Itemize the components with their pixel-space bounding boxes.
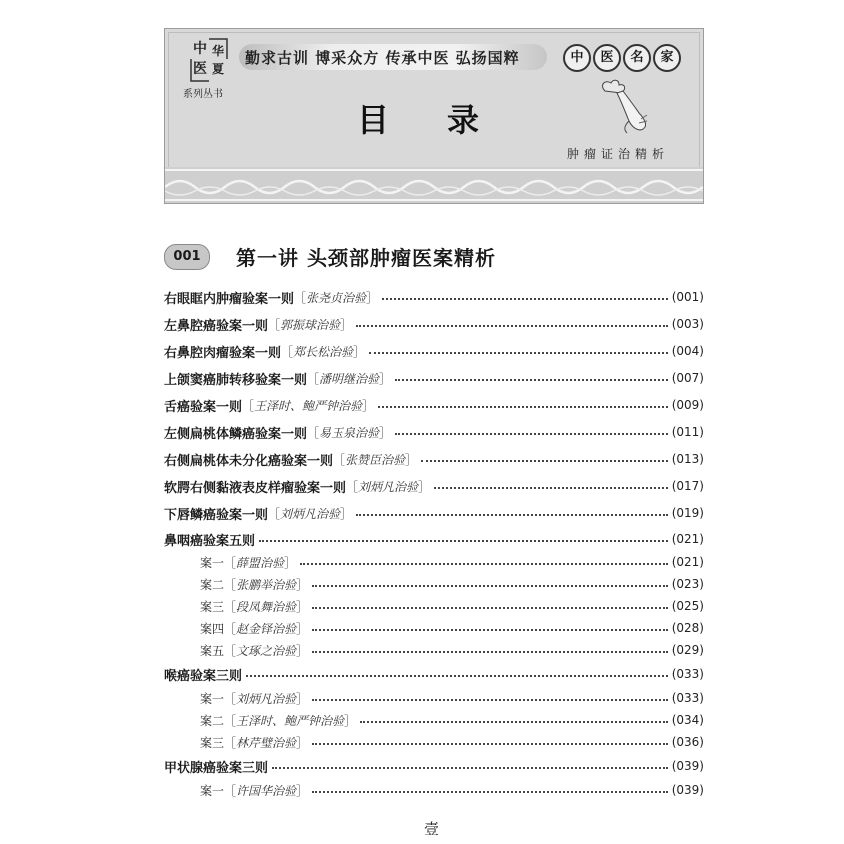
entry-author: ［ 张鹏举治验 ］	[224, 576, 308, 593]
entry-page: (039)	[671, 783, 704, 797]
dot-leader	[356, 325, 668, 327]
dot-leader	[369, 352, 668, 354]
cloud-pattern-icon	[165, 167, 703, 203]
toc-entry[interactable]	[164, 755, 704, 777]
entry-page: (017)	[671, 479, 704, 493]
dot-leader	[356, 514, 668, 516]
toc-entry[interactable]	[164, 448, 704, 470]
entry-title: 案一	[200, 691, 225, 706]
toc-subentry[interactable]	[200, 551, 704, 573]
entry-author: ［ 张赞臣治验 ］	[333, 451, 417, 468]
lotus-hand-icon	[595, 77, 655, 137]
toc-entry[interactable]	[164, 286, 704, 308]
dot-leader	[312, 607, 668, 609]
entry-title: 案三	[200, 735, 225, 750]
badge-char-3: 名	[623, 44, 651, 72]
entry-author: ［ 郑长松治验 ］	[281, 343, 365, 360]
entry-title: 左鼻腔癌验案一则	[164, 318, 269, 334]
page-title: 目录	[357, 101, 538, 139]
entry-author: ［ 王泽时、鲍严钟治验 ］	[242, 397, 374, 414]
dot-leader	[272, 767, 668, 769]
entry-title: 右侧扁桃体未分化癌验案一则	[164, 453, 334, 469]
dot-leader	[300, 563, 668, 565]
toc-entry[interactable]	[164, 663, 704, 685]
toc-entry[interactable]	[164, 475, 704, 497]
logo-char-1: 中	[193, 41, 207, 57]
entry-title: 案四	[200, 621, 225, 636]
dot-leader	[434, 487, 668, 489]
series-logo	[189, 37, 229, 83]
entry-author: ［ 林芹璧治验 ］	[224, 734, 308, 751]
entry-author: ［ 王泽时、鲍严钟治验 ］	[224, 712, 356, 729]
entry-page: (004)	[671, 344, 704, 358]
series-label: 系列丛书	[183, 89, 223, 100]
entry-author: ［ 刘炳凡治验 ］	[346, 478, 430, 495]
toc-entry[interactable]	[164, 313, 704, 335]
entry-page: (039)	[671, 759, 704, 773]
entry-page: (029)	[671, 643, 704, 657]
dot-leader	[312, 791, 668, 793]
entry-title: 上颌窦癌肺转移验案一则	[164, 372, 308, 388]
title-badges	[563, 44, 681, 72]
entry-author: ［ 薛盟治验 ］	[224, 554, 296, 571]
dot-leader	[259, 540, 668, 542]
toc-entry[interactable]	[164, 394, 704, 416]
toc-subentry[interactable]	[200, 617, 704, 639]
page-number: 壹	[424, 820, 440, 838]
logo-char-3: 医	[193, 61, 207, 77]
toc-subentry[interactable]	[200, 779, 704, 801]
entry-author: ［ 刘炳凡治验 ］	[224, 690, 308, 707]
entry-author: ［ 刘炳凡治验 ］	[268, 505, 352, 522]
badge-char-2: 医	[593, 44, 621, 72]
dot-leader	[246, 675, 668, 677]
dot-leader	[312, 629, 668, 631]
toc-subentry[interactable]	[200, 573, 704, 595]
toc-subentry[interactable]	[200, 687, 704, 709]
entry-title: 案一	[200, 783, 225, 798]
entry-page: (001)	[671, 290, 704, 304]
entry-title: 右眼眶内肿瘤验案一则	[164, 291, 295, 307]
entry-page: (021)	[671, 532, 704, 546]
entry-title: 案三	[200, 599, 225, 614]
toc-subentry[interactable]	[200, 731, 704, 753]
entry-author: ［ 潘明继治验 ］	[307, 370, 391, 387]
entry-page: (009)	[671, 398, 704, 412]
entry-title: 左侧扁桃体鳞癌验案一则	[164, 426, 308, 442]
dot-leader	[360, 721, 668, 723]
toc-entry[interactable]	[164, 528, 704, 550]
badge-char-1: 中	[563, 44, 591, 72]
toc-entry[interactable]	[164, 340, 704, 362]
entry-page: (019)	[671, 506, 704, 520]
entry-title: 软腭右侧黏液表皮样瘤验案一则	[164, 480, 347, 496]
entry-author: ［ 文琢之治验 ］	[224, 642, 308, 659]
motto-text: 勤求古训 博采众方 传承中医 弘扬国粹	[245, 49, 520, 67]
entry-author: ［ 郭振球治验 ］	[268, 316, 352, 333]
dot-leader	[395, 433, 668, 435]
entry-title: 案五	[200, 643, 225, 658]
toc-entry[interactable]	[164, 421, 704, 443]
entry-title: 案二	[200, 577, 225, 592]
entry-page: (033)	[671, 691, 704, 705]
entry-title: 右鼻腔肉瘤验案一则	[164, 345, 282, 361]
dot-leader	[312, 699, 668, 701]
chapter-number-badge: 001	[164, 244, 210, 270]
entry-page: (033)	[671, 667, 704, 681]
dot-leader	[395, 379, 668, 381]
logo-char-4: 夏	[211, 62, 224, 76]
dot-leader	[312, 651, 668, 653]
entry-page: (021)	[671, 555, 704, 569]
entry-author: ［ 段凤舞治验 ］	[224, 598, 308, 615]
entry-author: ［ 易玉泉治验 ］	[307, 424, 391, 441]
entry-page: (023)	[671, 577, 704, 591]
toc-subentry[interactable]	[200, 709, 704, 731]
entry-title: 甲状腺癌验案三则	[164, 760, 269, 776]
toc-subentry[interactable]	[200, 639, 704, 661]
dot-leader	[378, 406, 668, 408]
entry-page: (003)	[671, 317, 704, 331]
entry-page: (034)	[671, 713, 704, 727]
entry-page: (007)	[671, 371, 704, 385]
toc-entry[interactable]	[164, 367, 704, 389]
entry-page: (011)	[671, 425, 704, 439]
entry-page: (028)	[671, 621, 704, 635]
badge-char-4: 家	[653, 44, 681, 72]
entry-page: (025)	[671, 599, 704, 613]
entry-page: (013)	[671, 452, 704, 466]
toc-subentry[interactable]	[200, 595, 704, 617]
dot-leader	[382, 298, 668, 300]
entry-title: 舌癌验案一则	[164, 399, 243, 415]
entry-title: 喉癌验案三则	[164, 668, 243, 684]
header-banner	[164, 28, 704, 204]
chapter-title: 第一讲 头颈部肿瘤医案精析	[236, 246, 496, 270]
book-name: 肿瘤证治精析	[567, 147, 670, 161]
entry-author: ［ 许国华治验 ］	[224, 782, 308, 799]
toc-entry[interactable]	[164, 502, 704, 524]
entry-title: 下唇鳞癌验案一则	[164, 507, 269, 523]
dot-leader	[312, 743, 668, 745]
dot-leader	[312, 585, 668, 587]
entry-page: (036)	[671, 735, 704, 749]
dot-leader	[421, 460, 668, 462]
entry-author: ［ 张尧贞治验 ］	[294, 289, 378, 306]
entry-title: 鼻咽癌验案五则	[164, 533, 256, 549]
logo-char-2: 华	[211, 44, 224, 58]
entry-title: 案一	[200, 555, 225, 570]
entry-title: 案二	[200, 713, 225, 728]
entry-author: ［ 赵金铎治验 ］	[224, 620, 308, 637]
